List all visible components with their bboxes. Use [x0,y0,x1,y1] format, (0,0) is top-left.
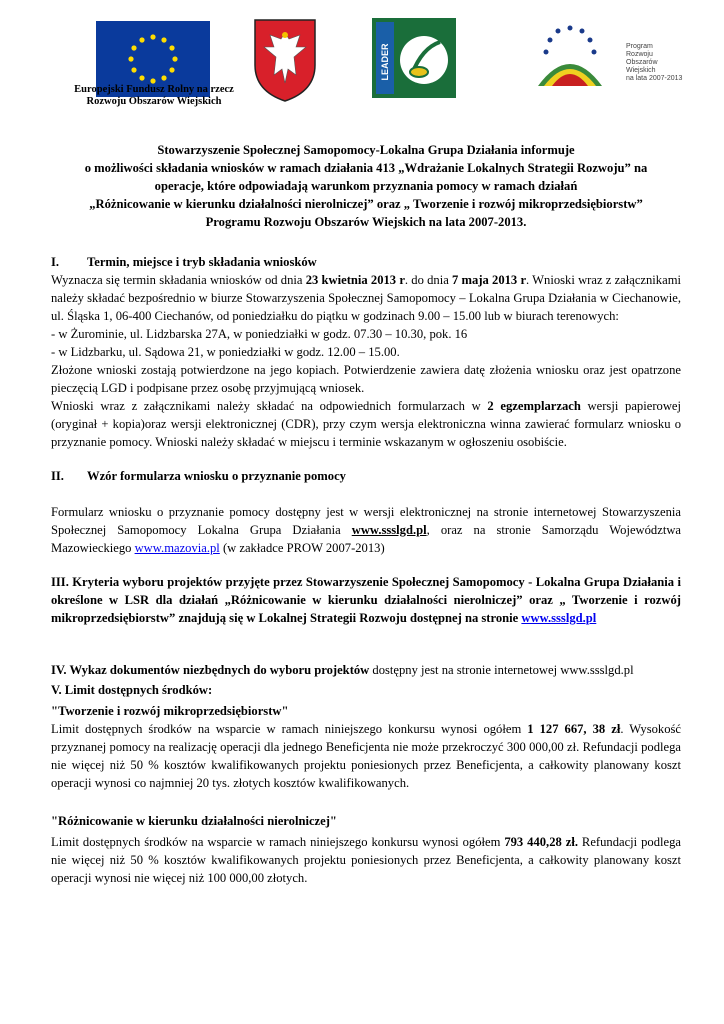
text: . Wysokość przyznanej pomocy na realizację operacji dla jednego Beneficjenta nie może przekroczyć 300 000,00 zł. Refundacji podlega nie więcej niż 50 % kosztów kwalifikowanych projektu poniesionych przez Beneficjenta, a całkowity planowany koszt operacji wynosi co najmniej 20 tys. złotych kosztów kwalifikowanych. [51,722,681,790]
prow-logo [530,22,610,92]
title-line-5: Programu Rozwoju Obszarów Wiejskich na lata 2007-2013. [205,215,527,229]
text: Limit dostępnych środków na wsparcie w ramach niniejszego konkursu wynosi ogółem [51,722,528,736]
section-5-heading: V. Limit dostępnych środków: [51,683,213,697]
mazovia-link[interactable]: www.mazovia.pl [134,541,220,555]
prow-line-5: na lata 2007-2013 [626,75,683,82]
document-title [51,141,681,231]
text: . Wnioski wraz z załącznikami należy składać bezpośrednio w biurze Stowarzyszenia Społecznej Samopomocy – Lokalna Grupa Działania w Ciechanowie, ul. Śląska 1, 06-400 Ciechanów, od poniedziałku do piątku w godzinach 9.00 – 15.00 lub w biurach terenowych: [51,273,681,323]
leader-logo [372,18,456,98]
document-body [51,141,681,887]
prow-line-2: Rozwoju [626,51,653,58]
subsection-mikro-title: "Tworzenie i rozwój mikroprzedsiębiorstw" [51,704,289,718]
section-4-paragraph [51,661,681,679]
end-date: 7 maja 2013 r [452,273,527,287]
section-3-paragraph [51,573,681,627]
section-1-number: I. [51,255,60,269]
text: . do dnia [404,273,453,287]
office-lidzbark: - w Lidzbarku, ul. Sądowa 21, w poniedziałki w godz. 12.00 – 15.00. [51,345,400,359]
logo-header [0,0,724,115]
text: wersji papierowej (oryginał + kopia)oraz wersji elektronicznej (CDR), przy czym wersja elektroniczna winna zawierać formularz wniosku o przyznanie pomocy. Wnioski należy składać w miejscu i terminie wskazanym w ogłoszeniu osobiście. [51,399,681,449]
roznicowanie-limit-amount: 793 440,28 zł. [504,835,578,849]
prow-text [626,43,682,83]
section-1-paragraph-2: Złożone wnioski zostają potwierdzone na jego kopiach. Potwierdzenie zawiera datę złożenia wniosku oraz jest opatrzone pieczęcią LGD i podpisane przez osobę przyjmującą wniosek. [51,363,681,395]
leader-text: LEADER [380,43,390,81]
ssslgd-link-2[interactable]: www.ssslgd.pl [521,611,597,625]
title-line-4: „Różnicowanie w kierunku działalności nierolniczej” oraz „ Tworzenie i rozwój mikroprzedsiębiorstw” [89,197,643,211]
subsection-roznicowanie-paragraph [51,833,681,887]
ssslgd-link[interactable]: www.ssslgd.pl [351,523,427,537]
text: Wnioski wraz z załącznikami należy składać na odpowiednich formularzach w [51,399,488,413]
section-2-title: Wzór formularza wniosku o przyznanie pomocy [87,469,346,483]
section-1-paragraph-1 [51,271,681,325]
eu-caption-line-1: Europejski Fundusz Rolny na rzecz [74,84,234,95]
subsection-mikro-paragraph [51,720,681,792]
office-zuromin: - w Żurominie, ul. Lidzbarska 27A, w poniedziałki w godz. 07.30 – 10.30, pok. 16 [51,327,468,341]
prow-line-1: Program [626,43,653,50]
section-2-number: II. [51,469,64,483]
prow-line-4: Wiejskich [626,67,656,74]
mikro-limit-amount: 1 127 667, 38 zł [527,722,621,736]
section-3-text: III. Kryteria wyboru projektów przyjęte przez Stowarzyszenie Społecznej Samopomocy - Lokalna Grupa Działania i określone w LSR dla działań „Różnicowanie w kierunku działalności nierolniczej” oraz „ Tworzenie i rozwój mikroprzedsiębiorstw” znajdują się w Lokalnej Strategii Rozwoju dostępnej na stronie [51,575,681,625]
mazovia-crest-logo [252,17,318,103]
text: Wyznacza się termin składania wniosków od dnia [51,273,306,287]
section-2-paragraph [51,503,681,557]
eu-caption-line-2: Rozwoju Obszarów Wiejskich [86,96,222,107]
section-1-paragraph-3 [51,397,681,451]
title-line-2: o możliwości składania wniosków w ramach działania 413 „Wdrażanie Lokalnych Strategii Rozwoju” na [84,161,648,175]
text: Limit dostępnych środków na wsparcie w ramach niniejszego konkursu wynosi ogółem [51,835,505,849]
section-4-heading: IV. Wykaz dokumentów niezbędnych do wyboru projektów [51,663,370,677]
prow-line-3: Obszarów [626,59,658,66]
text: Refundacji podlega nie więcej niż 50 % kosztów kwalifikowanych projektu poniesionych przez Beneficjenta, a całkowity planowany koszt operacji wynosi nie więcej niż 100 000,00 złotych. [51,835,681,885]
start-date: 23 kwietnia 2013 r [305,273,405,287]
section-1-title: Termin, miejsce i tryb składania wniosków [87,255,317,269]
section-2-heading [51,467,681,485]
title-line-1: Stowarzyszenie Społecznej Samopomocy-Lokalna Grupa Działania informuje [157,143,575,157]
text: Formularz wniosku o przyznanie pomocy dostępny jest w wersji elektronicznej na stronie internetowej Stowarzyszenia Społecznej Samopomocy Lokalna Grupa Działania [51,505,681,537]
copies-count: 2 egzemplarzach [487,399,581,413]
text: (w zakładce PROW 2007-2013) [219,541,385,555]
section-1-heading [51,253,681,271]
title-line-3: operacje, które odpowiadają warunkom przyznania pomocy w ramach działań [154,179,578,193]
section-4-text: dostępny jest na stronie internetowej www.ssslgd.pl [369,663,634,677]
text: , oraz na stronie Samorządu Województwa Mazowieckiego [51,523,682,555]
subsection-roznicowanie-title: "Różnicowanie w kierunku działalności nierolniczej" [51,814,337,828]
eu-caption [40,84,268,108]
